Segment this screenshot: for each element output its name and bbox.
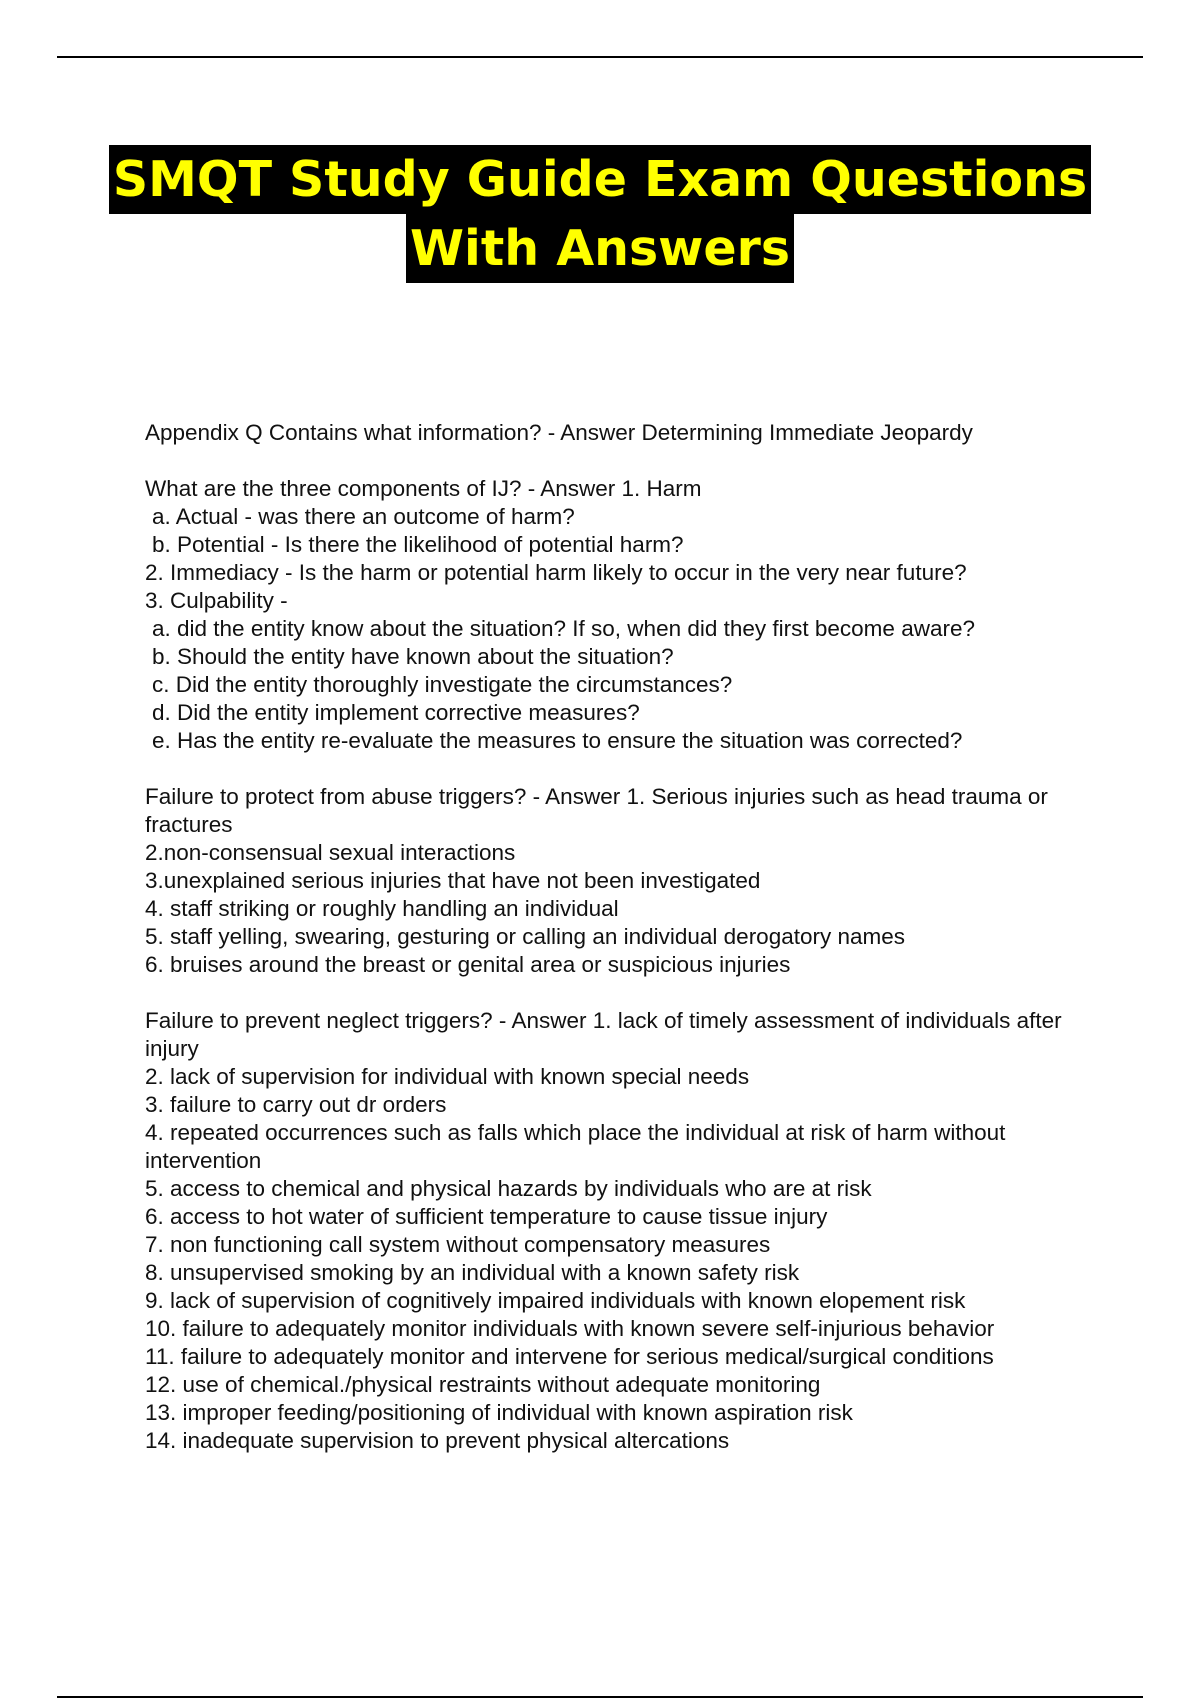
answer-line: 3. Culpability - bbox=[145, 588, 288, 613]
top-rule bbox=[57, 56, 1143, 58]
answer-line: 11. failure to adequately monitor and intervene for serious medical/surgical conditions bbox=[145, 1344, 994, 1369]
answer-line: 13. improper feeding/positioning of individual with known aspiration risk bbox=[145, 1400, 853, 1425]
answer-line: 4. repeated occurrences such as falls which place the individual at risk of harm without intervention bbox=[145, 1120, 1006, 1173]
qa-content bbox=[145, 419, 1085, 1483]
answer-line: 3.unexplained serious injuries that have not been investigated bbox=[145, 868, 761, 893]
qa-block-neglect-triggers bbox=[145, 1007, 1085, 1455]
answer-line: 6. bruises around the breast or genital area or suspicious injuries bbox=[145, 952, 791, 977]
answer-line: 10. failure to adequately monitor individuals with known severe self-injurious behavior bbox=[145, 1316, 995, 1341]
answer-line: 6. access to hot water of sufficient temperature to cause tissue injury bbox=[145, 1204, 828, 1229]
answer-line: e. Has the entity re-evaluate the measures to ensure the situation was corrected? bbox=[152, 728, 963, 753]
answer-line: 7. non functioning call system without compensatory measures bbox=[145, 1232, 771, 1257]
answer-line: 3. failure to carry out dr orders bbox=[145, 1092, 447, 1117]
answer-line: 5. staff yelling, swearing, gesturing or calling an individual derogatory names bbox=[145, 924, 906, 949]
document-title bbox=[0, 145, 1200, 283]
qa-block-abuse-triggers bbox=[145, 783, 1085, 979]
answer-line: b. Should the entity have known about the situation? bbox=[152, 644, 674, 669]
answer-line: 14. inadequate supervision to prevent physical altercations bbox=[145, 1428, 730, 1453]
answer-line: b. Potential - Is there the likelihood of potential harm? bbox=[152, 532, 684, 557]
answer-line: c. Did the entity thoroughly investigate the circumstances? bbox=[152, 672, 733, 697]
answer-line: 4. staff striking or roughly handling an individual bbox=[145, 896, 619, 921]
question-line: Failure to protect from abuse triggers? - Answer 1. Serious injuries such as head trauma or fractures bbox=[145, 784, 1048, 837]
answer-line: 9. lack of supervision of cognitively impaired individuals with known elopement risk bbox=[145, 1288, 966, 1313]
answer-line: 2. lack of supervision for individual with known special needs bbox=[145, 1064, 750, 1089]
answer-line: a. Actual - was there an outcome of harm? bbox=[152, 504, 575, 529]
question-line: What are the three components of IJ? - Answer 1. Harm bbox=[145, 476, 702, 501]
answer-line: 2. Immediacy - Is the harm or potential harm likely to occur in the very near future? bbox=[145, 560, 967, 585]
title-line-2: With Answers bbox=[406, 214, 794, 283]
qa-block-appendix-q bbox=[145, 419, 1085, 447]
bottom-rule bbox=[57, 1696, 1143, 1698]
question-line: Failure to prevent neglect triggers? - Answer 1. lack of timely assessment of individuals after injury bbox=[145, 1008, 1062, 1061]
answer-line: a. did the entity know about the situation? If so, when did they first become aware? bbox=[152, 616, 975, 641]
title-line-1: SMQT Study Guide Exam Questions bbox=[109, 145, 1091, 214]
answer-line: 5. access to chemical and physical hazards by individuals who are at risk bbox=[145, 1176, 872, 1201]
answer-line: 12. use of chemical./physical restraints without adequate monitoring bbox=[145, 1372, 821, 1397]
answer-line: 8. unsupervised smoking by an individual with a known safety risk bbox=[145, 1260, 800, 1285]
answer-line: d. Did the entity implement corrective measures? bbox=[152, 700, 640, 725]
answer-line: 2.non-consensual sexual interactions bbox=[145, 840, 516, 865]
qa-block-ij-components bbox=[145, 475, 1085, 755]
question-line: Appendix Q Contains what information? - Answer Determining Immediate Jeopardy bbox=[145, 420, 973, 445]
